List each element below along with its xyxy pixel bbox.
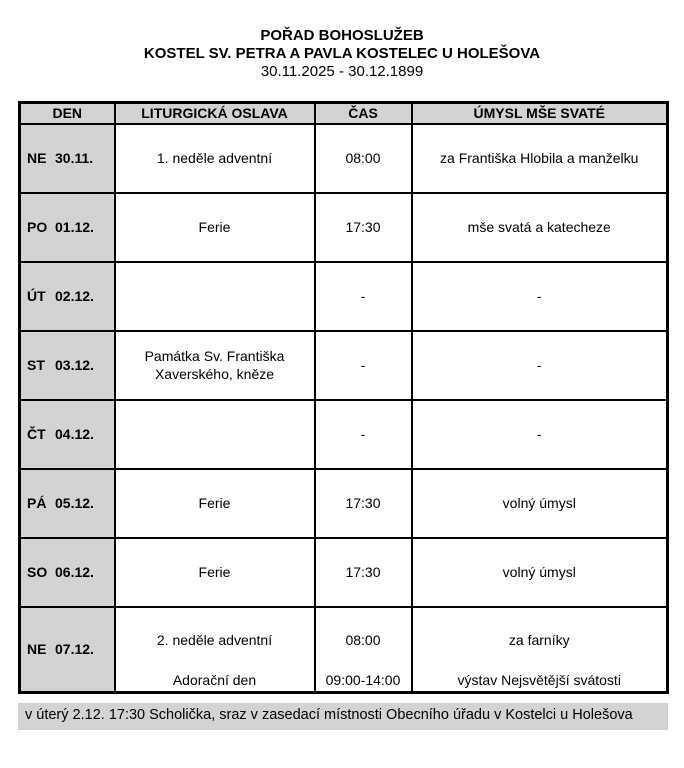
day-abbrev: PO bbox=[27, 219, 48, 235]
oslava-cell bbox=[115, 262, 315, 331]
umysl-line-1: za farníky bbox=[508, 631, 570, 648]
den-cell bbox=[20, 193, 115, 262]
umysl-cell: volný úmysl bbox=[412, 469, 668, 538]
footer-note: v úterý 2.12. 17:30 Scholička, sraz v zasedací místnosti Obecního úřadu v Kostelci u Holešova bbox=[18, 703, 668, 730]
document-header bbox=[0, 0, 684, 81]
umysl-cell: - bbox=[412, 262, 668, 331]
column-header-oslava: LITURGICKÁ OSLAVA bbox=[115, 103, 315, 124]
day-date: 05.12. bbox=[55, 495, 94, 511]
day-abbrev: NE bbox=[27, 150, 47, 166]
cas-cell bbox=[315, 607, 412, 693]
cas-cell: 17:30 bbox=[315, 469, 412, 538]
oslava-line-1: 2. neděle adventní bbox=[156, 631, 273, 648]
umysl-cell: volný úmysl bbox=[412, 538, 668, 607]
cas-cell: 17:30 bbox=[315, 538, 412, 607]
day-abbrev: ST bbox=[27, 357, 45, 373]
table-row bbox=[20, 538, 668, 607]
den-cell bbox=[20, 400, 115, 469]
den-cell bbox=[20, 124, 115, 193]
schedule-table bbox=[18, 101, 669, 694]
den-cell bbox=[20, 538, 115, 607]
oslava-cell bbox=[115, 607, 315, 693]
table-row bbox=[20, 400, 668, 469]
cas-cell: - bbox=[315, 400, 412, 469]
umysl-cell: za Františka Hlobila a manželku bbox=[412, 124, 668, 193]
column-header-cas: ČAS bbox=[315, 103, 412, 124]
column-header-den: DEN bbox=[20, 103, 115, 124]
day-date: 01.12. bbox=[55, 219, 94, 235]
day-date: 03.12. bbox=[55, 357, 94, 373]
table-header-row bbox=[20, 103, 668, 124]
table-row bbox=[20, 193, 668, 262]
day-abbrev: NE bbox=[27, 641, 47, 658]
oslava-cell: Ferie bbox=[115, 469, 315, 538]
day-date: 02.12. bbox=[55, 288, 94, 304]
cas-cell: 08:00 bbox=[315, 124, 412, 193]
oslava-cell: Památka Sv. Františka Xaverského, kněze bbox=[115, 331, 315, 400]
oslava-cell bbox=[115, 400, 315, 469]
den-cell bbox=[20, 331, 115, 400]
day-date: 30.11. bbox=[55, 150, 94, 166]
oslava-cell: 1. neděle adventní bbox=[115, 124, 315, 193]
day-date: 06.12. bbox=[55, 564, 94, 580]
table-row bbox=[20, 607, 668, 693]
oslava-line-2: Adorační den bbox=[172, 672, 257, 689]
den-cell bbox=[20, 469, 115, 538]
page-subtitle: KOSTEL SV. PETRA A PAVLA KOSTELEC U HOLEŠOVA bbox=[143, 45, 541, 62]
umysl-cell: - bbox=[412, 400, 668, 469]
page-title: POŘAD BOHOSLUŽEB bbox=[260, 27, 424, 44]
cas-line-1: 08:00 bbox=[345, 631, 381, 648]
day-abbrev: SO bbox=[27, 564, 48, 580]
day-abbrev: ČT bbox=[27, 426, 46, 442]
day-abbrev: PÁ bbox=[27, 495, 47, 511]
cas-line-2: 09:00-14:00 bbox=[325, 672, 401, 689]
oslava-cell: Ferie bbox=[115, 538, 315, 607]
umysl-cell: mše svatá a katecheze bbox=[412, 193, 668, 262]
den-cell bbox=[20, 262, 115, 331]
umysl-line-2: výstav Nejsvětější svátosti bbox=[457, 672, 621, 689]
day-date: 04.12. bbox=[55, 426, 94, 442]
table-row bbox=[20, 262, 668, 331]
column-header-umysl: ÚMYSL MŠE SVATÉ bbox=[412, 103, 668, 124]
date-range: 30.11.2025 - 30.12.1899 bbox=[260, 63, 424, 80]
day-date: 07.12. bbox=[55, 641, 94, 658]
table-row bbox=[20, 124, 668, 193]
cas-cell: - bbox=[315, 331, 412, 400]
den-cell bbox=[20, 607, 115, 693]
table-row bbox=[20, 331, 668, 400]
oslava-cell: Ferie bbox=[115, 193, 315, 262]
table-row bbox=[20, 469, 668, 538]
umysl-cell bbox=[412, 607, 668, 693]
day-abbrev: ÚT bbox=[27, 288, 46, 304]
cas-cell: 17:30 bbox=[315, 193, 412, 262]
umysl-cell: - bbox=[412, 331, 668, 400]
cas-cell: - bbox=[315, 262, 412, 331]
